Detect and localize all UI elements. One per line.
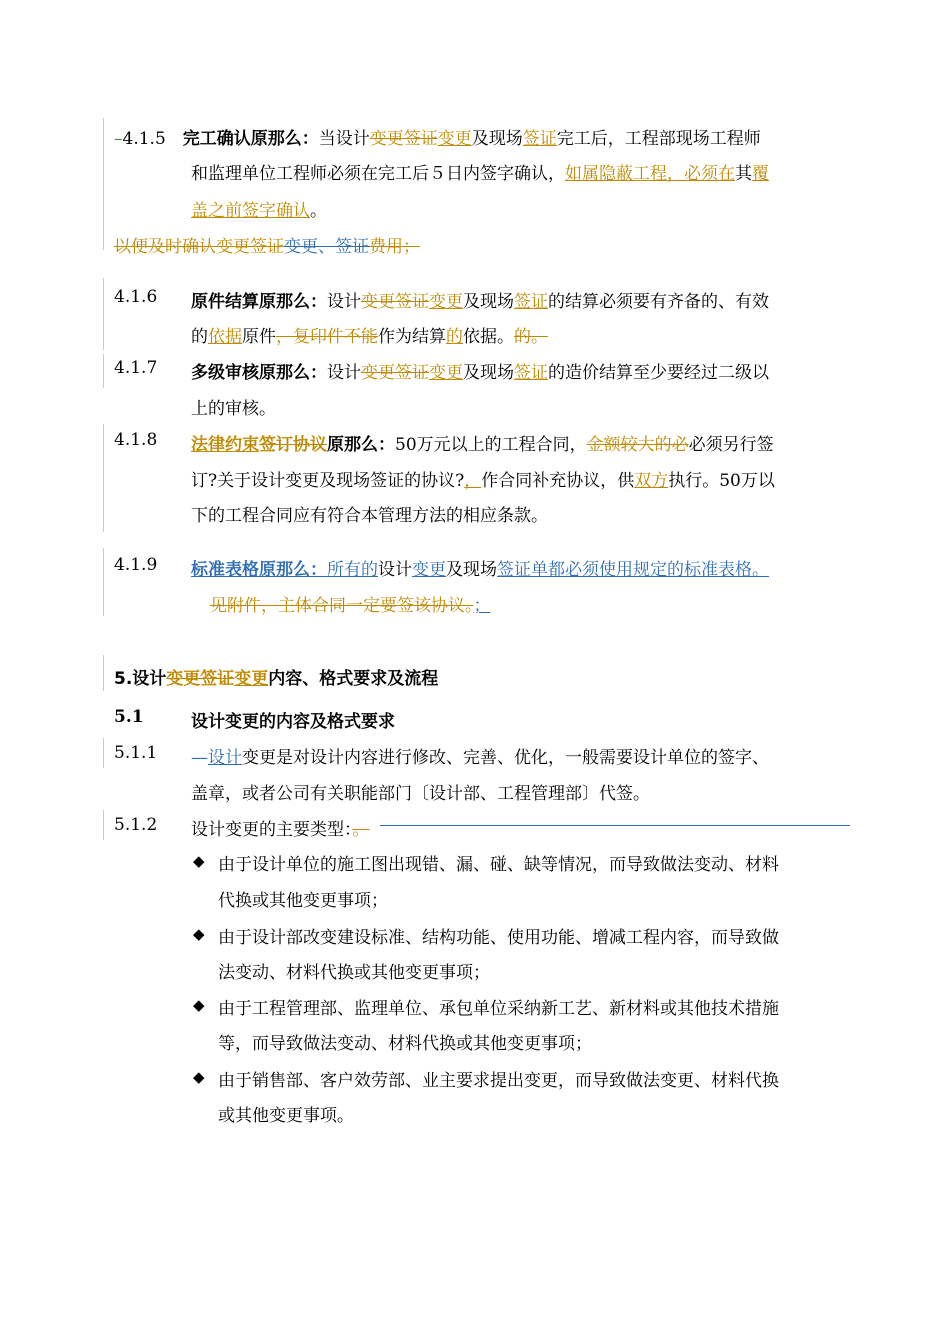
clause-4-1-9-line-2: 见附件，主体合同一定要签该协议。； <box>210 596 491 616</box>
section-5-1-title: 设计变更的内容及格式要求 <box>191 712 395 732</box>
diamond-bullet-icon: ◆ <box>193 925 205 943</box>
clause-number: 5.1.1 <box>114 743 158 763</box>
bullet-4-line-2: 或其他变更事项。 <box>218 1106 354 1126</box>
change-bar <box>103 810 104 840</box>
bullet-1-line-2: 代换或其他变更事项； <box>218 891 388 911</box>
inserted-rule <box>380 825 850 826</box>
change-bar <box>103 278 104 350</box>
clause-title: 标准表格原那么： <box>191 560 327 580</box>
clause-4-1-6-line-2: 的依据原件，复印件不能作为结算的依据。的。 <box>191 327 548 347</box>
clause-number: 4.1.9 <box>114 555 158 575</box>
change-bar <box>103 424 104 532</box>
bullet-4-line-1: 由于销售部、客户效劳部、业主要求提出变更，而导致做法变更、材料代换 <box>218 1071 779 1091</box>
clause-number: 4.1.6 <box>114 287 158 307</box>
change-bar <box>103 738 104 768</box>
clause-5-1-1-line-1: —设计变更是对设计内容进行修改、完善、优化，一般需要设计单位的签字、 <box>191 748 769 768</box>
clause-number: 5.1.2 <box>114 815 158 835</box>
diamond-bullet-icon: ◆ <box>193 1068 205 1086</box>
clause-5-1-2-line-1: 设计变更的主要类型：。 <box>191 820 370 840</box>
section-5-heading: 5.设计变更签证变更内容、格式要求及流程 <box>114 669 439 689</box>
change-bar <box>103 548 104 616</box>
clause-4-1-8-line-2: 订?关于设计变更及现场签证的协议?，作合同补充协议，供双方执行。50万以 <box>191 471 775 491</box>
clause-number: 4.1.7 <box>114 358 158 378</box>
change-bar <box>103 655 104 691</box>
bullet-3-line-2: 等，而导致做法变动、材料代换或其他变更事项； <box>218 1034 592 1054</box>
clause-4-1-5-line-2: 和监理单位工程师必须在完工后５日内签字确认，如属隐蔽工程，必须在其覆 <box>191 164 769 184</box>
clause-4-1-5-line-3: 盖之前签字确认。 <box>191 201 327 221</box>
clause-number: 4.1.8 <box>114 430 158 450</box>
clause-4-1-5-line-1: –4.1.5 完工确认原那么：当设计变更签证变更及现场签证完工后，工程部现场工程师 <box>114 129 761 149</box>
bullet-2-line-1: 由于设计部改变建设标准、结构功能、使用功能、增减工程内容，而导致做 <box>218 928 779 948</box>
section-5-1-number: 5.1 <box>114 707 144 727</box>
clause-title: 多级审核原那么： <box>191 363 327 383</box>
bullet-1-line-1: 由于设计单位的施工图出现错、漏、碰、缺等情况，而导致做法变动、材料 <box>218 855 779 875</box>
change-bar <box>103 354 104 388</box>
clause-title: 完工确认原那么： <box>182 129 319 149</box>
bullet-2-line-2: 法变动、材料代换或其他变更事项； <box>218 963 490 983</box>
clause-title: 原件结算原那么： <box>191 292 327 312</box>
clause-5-1-1-line-2: 盖章，或者公司有关职能部门〔设计部、工程管理部〕代签。 <box>191 784 650 804</box>
clause-4-1-9-line-1: 标准表格原那么：所有的设计变更及现场签证单都必须使用规定的标准表格。 <box>191 560 769 580</box>
change-bar <box>103 118 104 250</box>
bullet-3-line-1: 由于工程管理部、监理单位、承包单位采纳新工艺、新材料或其他技术措施 <box>218 999 779 1019</box>
diamond-bullet-icon: ◆ <box>193 852 205 870</box>
clause-4-1-7-line-2: 上的审核。 <box>191 399 276 419</box>
clause-4-1-8-line-3: 下的工程合同应有符合本管理方法的相应条款。 <box>191 506 548 526</box>
diamond-bullet-icon: ◆ <box>193 996 205 1014</box>
clause-4-1-8-line-1: 法律约束签订协议原那么：50万元以上的工程合同，金额较大的必必须另行签 <box>191 435 774 455</box>
clause-4-1-6-line-1: 原件结算原那么：设计变更签证变更及现场签证的结算必须要有齐备的、有效 <box>191 292 769 312</box>
clause-4-1-7-line-1: 多级审核原那么：设计变更签证变更及现场签证的造价结算至少要经过二级以 <box>191 363 769 383</box>
clause-4-1-5-line-4: 以便及时确认变更签证变更、签证费用； <box>114 237 420 257</box>
